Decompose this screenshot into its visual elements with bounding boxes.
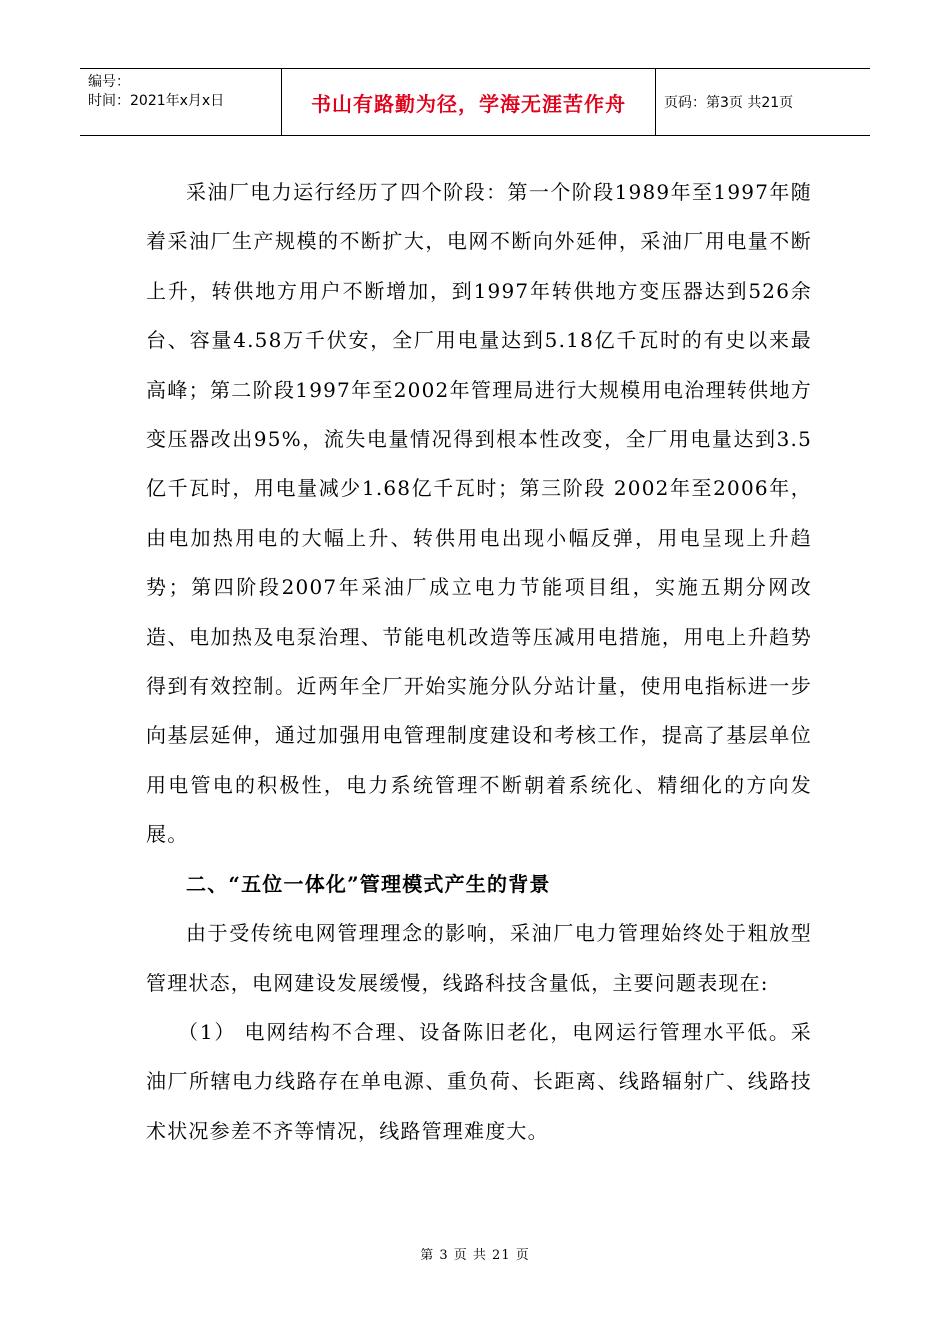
paragraph-item-1: （1） 电网结构不合理、设备陈旧老化，电网运行管理水平低。采油厂所辖电力线路存在单电源、重负荷、长距离、线路辐射广、线路技术状况参差不齐等情况，线路管理难度大。 (146, 1019, 812, 1143)
document-number-label: 编号： (88, 74, 130, 90)
header-motto: 书山有路勤为径，学海无涯苦作舟 (282, 69, 656, 135)
paragraph-history: 采油厂电力运行经历了四个阶段：第一个阶段1989年至1997年随着采油厂生产规模的不断扩大，电网不断向外延伸，采油厂用电量不断上升，转供地方用户不断增加，到1997年转供地方变压器达到526余台、容量4.58万千伏安，全厂用电量达到5.18亿千瓦时的有史以来最高峰；第二阶段1997年至2002年管理局进行大规模用电治理转供地方变压器改出95%，流失电量情况得到根本性改变，全厂用电量达到3.5亿千瓦时，用电量减少1.68亿千瓦时；第三阶段 2002年至2006年，由电加热用电的大幅上升、转供用电出现小幅反弹，用电呈现上升趋势；第四阶段2007年采油厂成立电力节能项目组，实施五期分网改造、电加热及电泵治理、节能电机改造等压减用电措施，用电上升趋势得到有效控制。近两年全厂开始实施分队分站计量，使用电指标进一步向基层延伸，通过加强用电管理制度建设和考核工作，提高了基层单位用电管电的积极性，电力系统管理不断朝着系统化、精细化的方向发展。 (146, 180, 812, 847)
section-heading: 二、“五位一体化”管理模式产生的背景 (186, 871, 551, 896)
page-footer: 第 3 页 共 21 页 (420, 1248, 530, 1263)
document-time-label: 时间：2021年x月x日 (88, 93, 225, 109)
paragraph-background: 由于受传统电网管理理念的影响，采油厂电力管理始终处于粗放型管理状态，电网建设发展缓慢，线路科技含量低，主要问题表现在: (146, 921, 812, 995)
header-page-info: 页码：第3页 共21页 (664, 95, 794, 111)
document-body (146, 168, 812, 1156)
header-meta (80, 69, 282, 135)
page-header (80, 68, 870, 136)
